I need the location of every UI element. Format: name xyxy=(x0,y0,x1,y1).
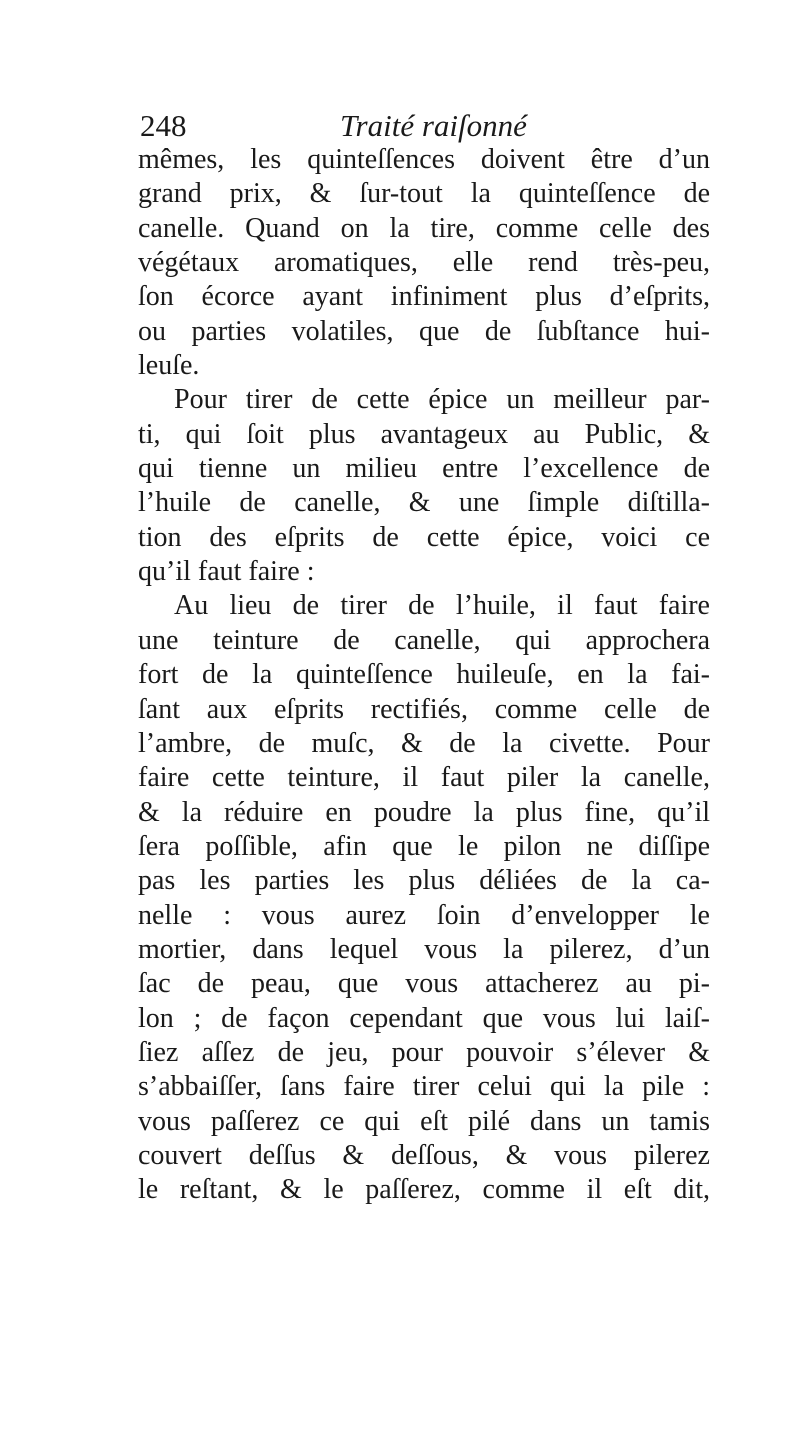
page-number: 248 xyxy=(140,108,187,143)
running-title: Traité raiſonné xyxy=(340,108,527,143)
text-line: l’huile de canelle, & une ſimple diſtilla- xyxy=(138,487,710,519)
text-line: pas les parties les plus déliées de la ca- xyxy=(138,865,710,897)
body-text xyxy=(138,143,710,1208)
text-line: l’ambre, de muſc, & de la civette. Pour xyxy=(138,727,710,759)
text-line: canelle. Quand on la tire, comme celle des xyxy=(138,212,710,244)
text-line: couvert deſſus & deſſous, & vous pilerez xyxy=(138,1139,710,1171)
text-line: Au lieu de tirer de l’huile, il faut faire xyxy=(174,590,710,622)
text-line: nelle : vous aurez ſoin d’envelopper le xyxy=(138,899,710,931)
running-head xyxy=(140,106,540,146)
text-line: tion des eſprits de cette épice, voici ce xyxy=(138,521,710,553)
text-line: ſac de peau, que vous attacherez au pi- xyxy=(138,968,710,1000)
text-line: Pour tirer de cette épice un meilleur par- xyxy=(174,384,710,416)
text-line: ou parties volatiles, que de ſubſtance hui- xyxy=(138,315,710,347)
text-line: ſiez aſſez de jeu, pour pouvoir s’élever & xyxy=(138,1036,710,1068)
text-line: mêmes, les quinteſſences doivent être d’un xyxy=(138,144,710,175)
text-line: faire cette teinture, il faut piler la canelle, xyxy=(138,762,710,794)
text-line: le reſtant, & le paſſerez, comme il eſt dit, xyxy=(138,1174,710,1206)
text-line: qui tienne un milieu entre l’excellence de xyxy=(138,453,710,485)
text-line: ſera poſſible, afin que le pilon ne diſſipe xyxy=(138,830,710,862)
text-line: & la réduire en poudre la plus fine, qu’il xyxy=(138,796,710,828)
text-line: grand prix, & ſur-tout la quinteſſence de xyxy=(138,178,710,210)
text-line: qu’il faut faire : xyxy=(138,556,315,588)
text-line: ſant aux eſprits rectifiés, comme celle de xyxy=(138,693,710,725)
text-line: végétaux aromatiques, elle rend très-peu, xyxy=(138,247,710,279)
text-line: mortier, dans lequel vous la pilerez, d’un xyxy=(138,933,710,965)
text-line: une teinture de canelle, qui approchera xyxy=(138,624,710,656)
text-line: ti, qui ſoit plus avantageux au Public, & xyxy=(138,418,710,450)
text-line: vous paſſerez ce qui eſt pilé dans un tamis xyxy=(138,1105,710,1137)
text-line: lon ; de façon cependant que vous lui laiſ- xyxy=(138,1002,710,1034)
text-line: fort de la quinteſſence huileuſe, en la fai- xyxy=(138,659,710,691)
text-line: s’abbaiſſer, ſans faire tirer celui qui la pile : xyxy=(138,1071,710,1103)
text-line: leuſe. xyxy=(138,350,200,382)
text-line: ſon écorce ayant infiniment plus d’eſprits, xyxy=(138,281,710,313)
